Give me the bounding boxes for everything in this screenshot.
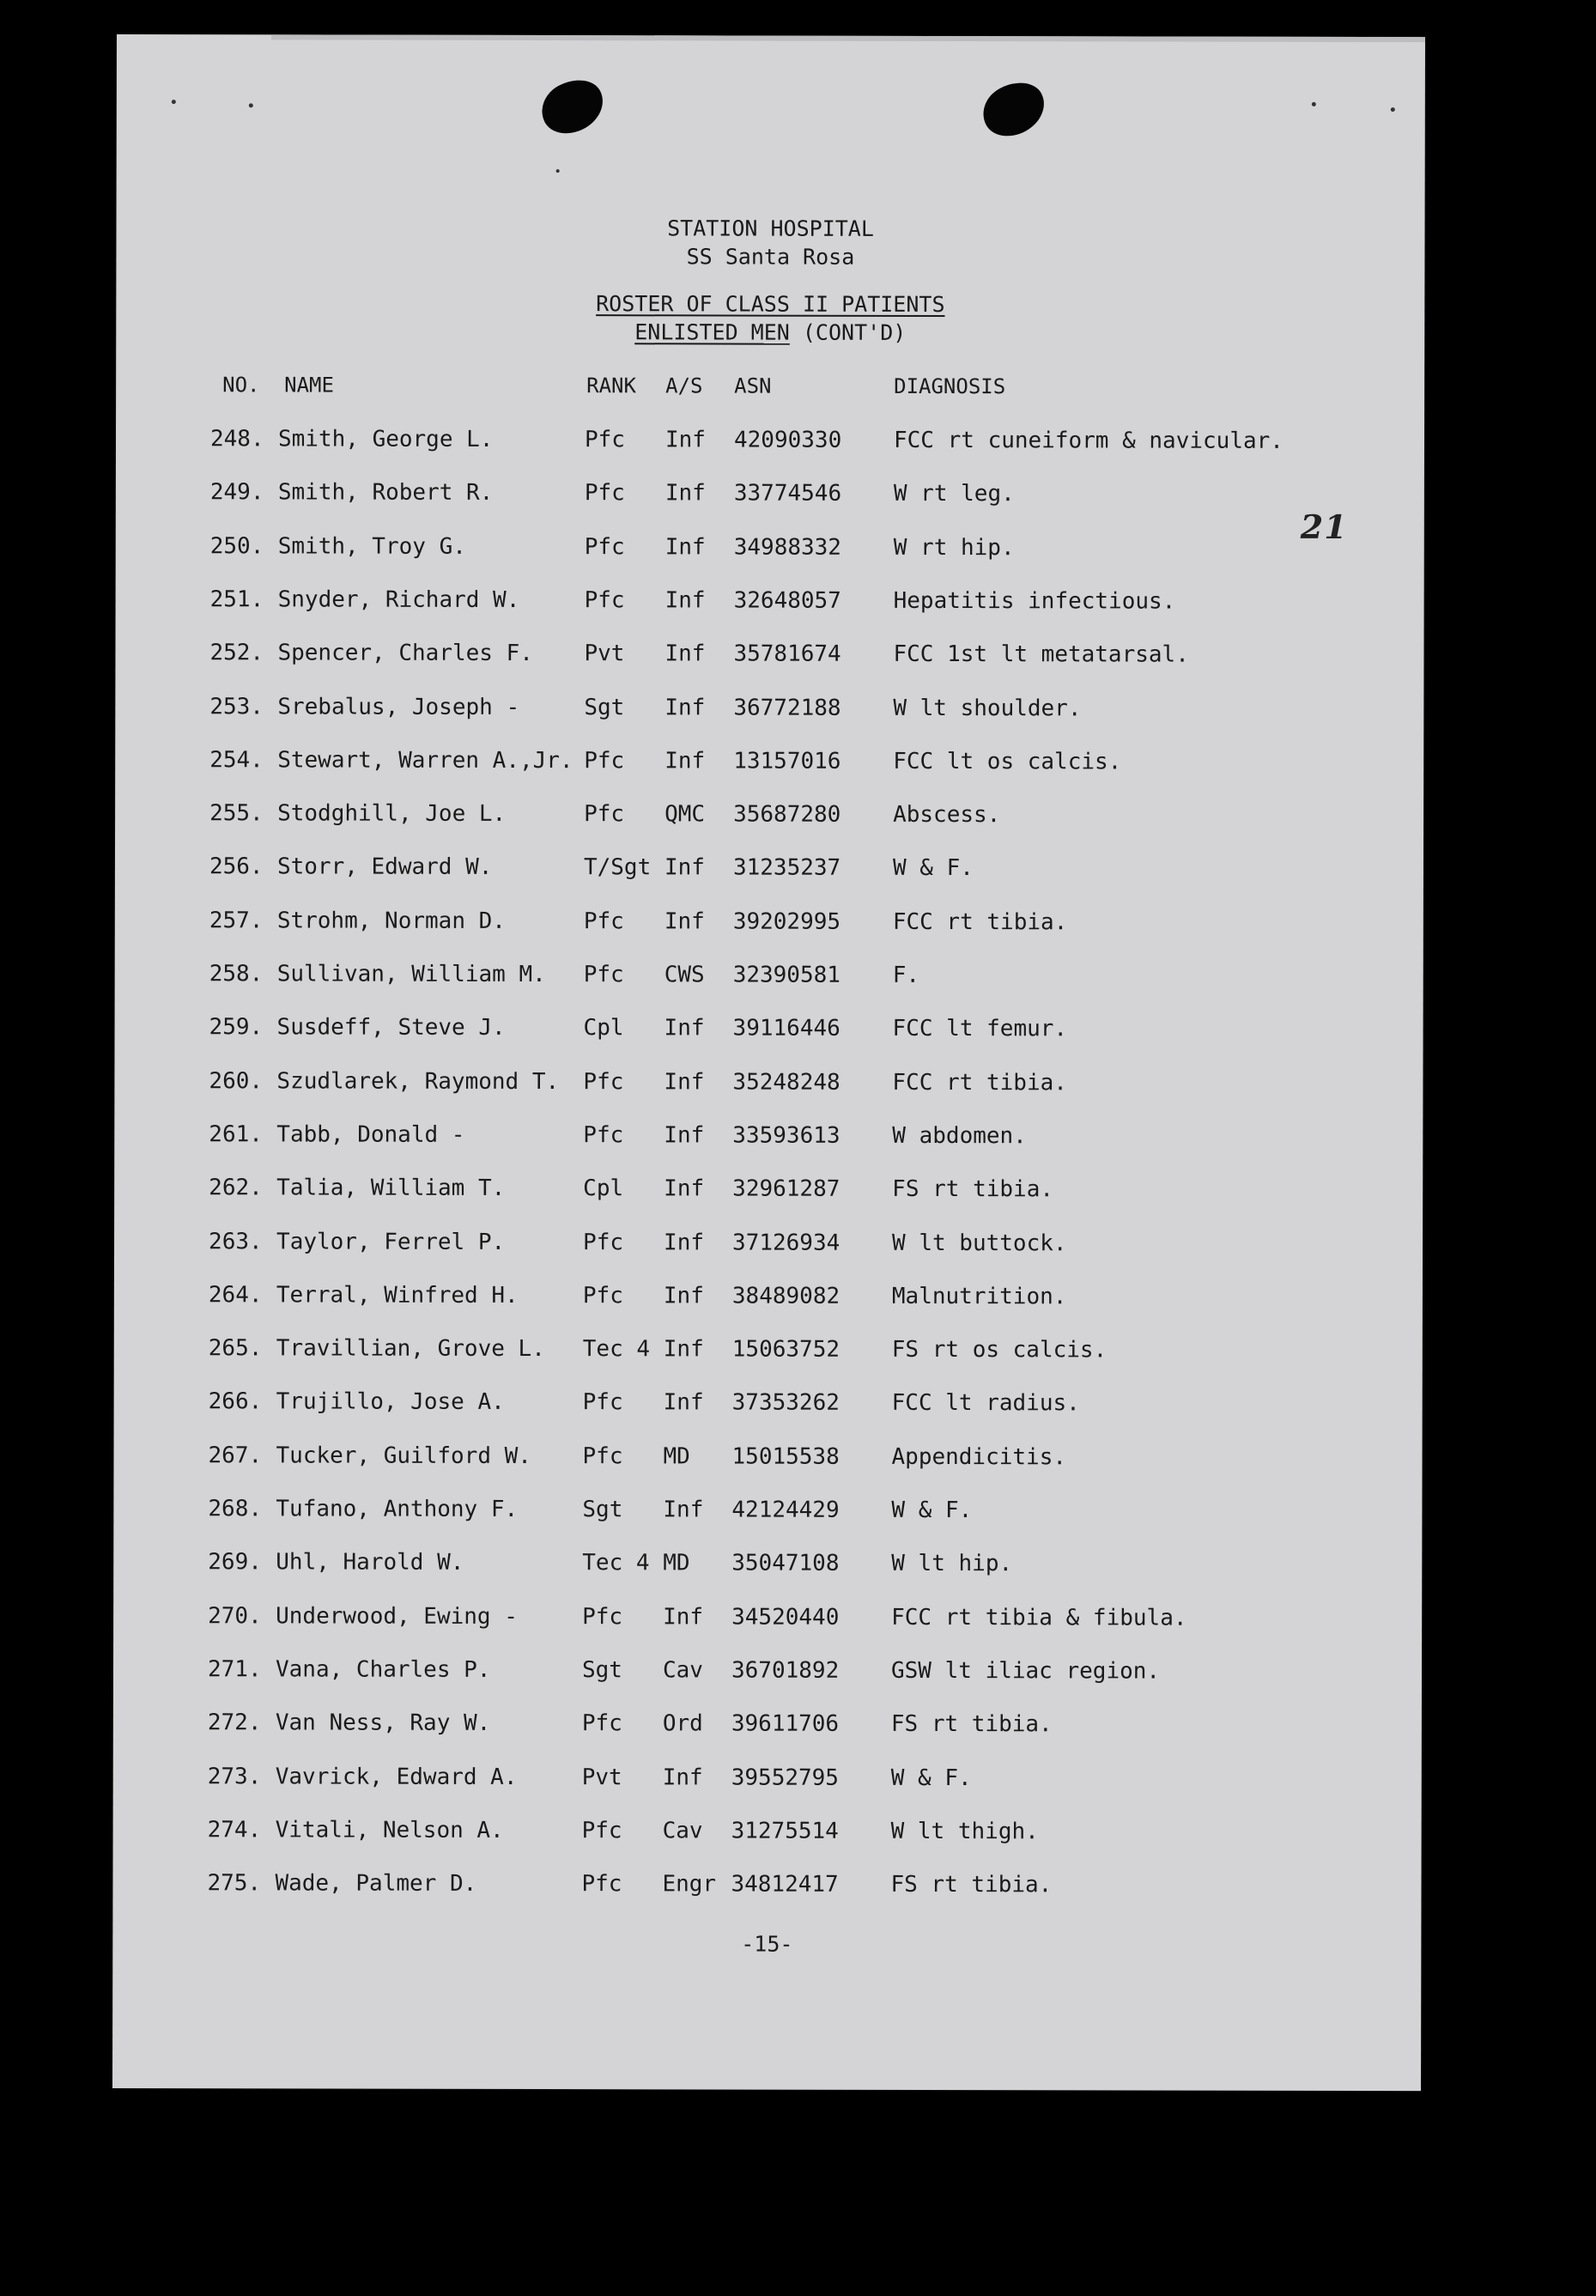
patient-serial-number: 34520440 — [731, 1604, 840, 1631]
patient-arm-service: Inf — [662, 1764, 703, 1790]
row-number: 256. — [209, 853, 264, 880]
table-row — [115, 747, 1423, 784]
ship-name: SS Santa Rosa — [686, 244, 855, 270]
patient-arm-service: Ord — [662, 1710, 703, 1737]
patient-arm-service: Inf — [663, 1497, 704, 1523]
page-number: -15- — [741, 1931, 793, 1957]
patient-rank: Pvt — [584, 641, 625, 667]
row-number: 254. — [209, 747, 264, 774]
patient-arm-service: Inf — [664, 641, 706, 667]
table-row — [113, 1710, 1422, 1746]
column-header-no: NO. — [222, 373, 260, 398]
table-row — [115, 640, 1423, 677]
column-header-asn: ASN — [734, 374, 772, 398]
patient-diagnosis: W rt hip. — [893, 534, 1015, 561]
patient-serial-number: 31275514 — [731, 1818, 839, 1844]
patient-rank: Pfc — [584, 747, 625, 774]
table-row — [116, 479, 1424, 516]
row-number: 251. — [209, 586, 264, 613]
row-number: 269. — [208, 1549, 262, 1576]
patient-rank: Tec 4 — [582, 1336, 651, 1363]
patient-rank: Pfc — [581, 1710, 622, 1737]
row-number: 274. — [207, 1817, 262, 1843]
patient-serial-number: 39552795 — [731, 1765, 840, 1791]
row-number: 248. — [209, 426, 264, 453]
patient-name: Uhl, Harold W. — [276, 1549, 464, 1576]
table-row — [115, 961, 1423, 998]
hospital-header — [116, 213, 1424, 272]
patient-diagnosis: FS rt tibia. — [892, 1176, 1054, 1203]
row-number: 272. — [207, 1710, 262, 1736]
patient-diagnosis: Abscess. — [893, 801, 1001, 829]
patient-rank: Pfc — [583, 1229, 624, 1255]
patient-rank: T/Sgt — [583, 854, 652, 881]
patient-serial-number: 35248248 — [732, 1069, 840, 1096]
row-number: 249. — [209, 479, 264, 506]
patient-name: Tabb, Donald - — [276, 1121, 465, 1148]
patient-rank: Pfc — [583, 1068, 624, 1095]
patient-serial-number: 15015538 — [731, 1443, 840, 1470]
patient-rank: Pfc — [584, 480, 625, 507]
column-header-as: A/S — [665, 374, 703, 398]
patient-diagnosis: FS rt tibia. — [890, 1871, 1053, 1898]
patient-rank: Tec 4 — [582, 1550, 650, 1576]
table-row — [114, 1121, 1423, 1158]
patient-rank: Sgt — [584, 694, 625, 720]
patient-serial-number: 35047108 — [731, 1550, 840, 1577]
patient-name: Talia, William T. — [276, 1175, 506, 1202]
patient-diagnosis: W & F. — [890, 1765, 972, 1791]
patient-diagnosis: F. — [892, 962, 920, 988]
row-number: 250. — [209, 532, 264, 559]
row-number: 258. — [209, 961, 264, 987]
patient-rank: Pfc — [584, 801, 625, 828]
table-row — [115, 908, 1423, 945]
patient-rank: Cpl — [583, 1175, 624, 1202]
patient-diagnosis: Appendicitis. — [891, 1443, 1067, 1471]
patient-diagnosis: FS rt tibia. — [890, 1711, 1053, 1738]
patient-diagnosis: FCC lt femur. — [892, 1016, 1068, 1042]
patient-rank: Pfc — [583, 1122, 624, 1149]
patient-serial-number: 32390581 — [732, 962, 840, 988]
table-row — [114, 1388, 1423, 1425]
patient-name: Van Ness, Ray W. — [275, 1710, 491, 1737]
patient-name: Tufano, Anthony F. — [276, 1496, 519, 1522]
patient-name: Smith, Robert R. — [277, 479, 494, 507]
patient-name: Sullivan, William M. — [276, 961, 546, 988]
patient-name: Szudlarek, Raymond T. — [276, 1067, 560, 1095]
table-row — [114, 1282, 1423, 1319]
patient-diagnosis: FCC lt os calcis. — [893, 748, 1122, 775]
roster-subheading: ENLISTED MEN — [634, 319, 790, 345]
patient-arm-service: Inf — [664, 1015, 705, 1042]
patient-serial-number: 36701892 — [731, 1657, 840, 1684]
patient-serial-number: 42090330 — [733, 427, 842, 453]
patient-serial-number: 33593613 — [732, 1122, 840, 1149]
patient-name: Travillian, Grove L. — [276, 1335, 545, 1363]
patient-name: Strohm, Norman D. — [276, 908, 506, 934]
patient-serial-number: 31235237 — [732, 854, 841, 882]
patient-diagnosis: FCC rt tibia. — [892, 1069, 1067, 1096]
patient-rank: Pfc — [583, 908, 624, 934]
patient-diagnosis: W lt buttock. — [892, 1230, 1067, 1256]
patient-serial-number: 15063752 — [731, 1336, 840, 1363]
patient-name: Vana, Charles P. — [275, 1656, 491, 1683]
patient-serial-number: 34988332 — [733, 534, 842, 561]
row-number: 257. — [209, 907, 264, 934]
patient-name: Smith, Troy G. — [277, 532, 466, 560]
patient-arm-service: MD — [663, 1550, 690, 1576]
speck — [249, 103, 253, 107]
patient-name: Srebalus, Joseph - — [277, 693, 520, 720]
patient-serial-number: 34812417 — [731, 1871, 839, 1898]
table-row — [116, 586, 1424, 623]
patient-diagnosis: W abdomen. — [892, 1122, 1027, 1150]
patient-rank: Pfc — [581, 1871, 622, 1898]
speck — [1391, 107, 1395, 112]
patient-arm-service: Engr — [662, 1871, 717, 1898]
table-row — [116, 533, 1424, 570]
patient-serial-number: 32961287 — [732, 1175, 840, 1202]
patient-name: Storr, Edward W. — [276, 853, 493, 881]
patient-arm-service: Inf — [663, 1603, 704, 1631]
patient-arm-service: Inf — [664, 908, 705, 935]
patient-arm-service: Inf — [664, 533, 706, 561]
patient-arm-service: Inf — [664, 694, 706, 720]
patient-name: Trujillo, Jose A. — [276, 1388, 505, 1416]
patient-diagnosis: Malnutrition. — [891, 1283, 1067, 1310]
roster-heading: ROSTER OF CLASS II PATIENTS — [596, 291, 945, 318]
punch-hole — [533, 70, 613, 143]
patient-name: Vitali, Nelson A. — [275, 1817, 504, 1843]
row-number: 275. — [207, 1870, 262, 1897]
patient-diagnosis: FCC rt cuneiform & navicular. — [893, 427, 1283, 454]
table-row — [113, 1496, 1422, 1533]
patient-name: Spencer, Charles F. — [277, 640, 533, 667]
patient-name: Susdeff, Steve J. — [276, 1014, 506, 1042]
patient-arm-service: Inf — [663, 1389, 704, 1416]
patient-serial-number: 39202995 — [732, 908, 841, 935]
patient-name: Terral, Winfred H. — [276, 1282, 519, 1309]
patient-serial-number: 33774546 — [733, 480, 842, 507]
patient-name: Wade, Palmer D. — [275, 1870, 477, 1897]
patient-name: Vavrick, Edward A. — [275, 1763, 518, 1790]
patient-diagnosis: Hepatitis infectious. — [893, 587, 1176, 615]
patient-rank: Pfc — [584, 427, 626, 453]
table-row — [113, 1656, 1422, 1693]
patient-rank: Sgt — [581, 1657, 623, 1684]
speck — [556, 169, 560, 173]
patient-name: Stodghill, Joe L. — [277, 800, 507, 828]
patient-arm-service: Inf — [664, 1229, 705, 1255]
row-number: 262. — [209, 1175, 263, 1201]
patient-diagnosis: W lt thigh. — [890, 1818, 1039, 1845]
patient-arm-service: Inf — [663, 1283, 704, 1309]
roster-subheading-suffix: (CONT'D) — [789, 319, 907, 345]
patient-arm-service: Inf — [664, 1175, 705, 1202]
patient-diagnosis: FCC 1st lt metatarsal. — [893, 641, 1189, 668]
patient-arm-service: Inf — [664, 587, 706, 614]
patient-arm-service: Inf — [664, 1122, 705, 1149]
patient-serial-number: 36772188 — [733, 695, 841, 721]
row-number: 268. — [208, 1496, 263, 1522]
patient-serial-number: 32648057 — [733, 587, 841, 614]
row-number: 259. — [209, 1014, 264, 1041]
row-number: 270. — [208, 1602, 262, 1629]
patient-arm-service: Inf — [664, 854, 705, 881]
patient-diagnosis: FCC rt tibia. — [892, 908, 1068, 936]
patient-arm-service: Cav — [662, 1657, 704, 1684]
speck — [1312, 102, 1316, 106]
patient-arm-service: Inf — [663, 1336, 704, 1363]
patient-serial-number: 13157016 — [733, 748, 841, 774]
patient-serial-number: 42124429 — [731, 1497, 840, 1523]
table-row — [115, 1014, 1423, 1051]
patient-diagnosis: FS rt os calcis. — [891, 1336, 1107, 1364]
table-row — [113, 1443, 1422, 1479]
patient-serial-number: 37353262 — [731, 1389, 840, 1417]
table-row — [114, 1175, 1423, 1212]
patient-diagnosis: W rt leg. — [893, 481, 1015, 507]
column-header-diagnosis: DIAGNOSIS — [894, 374, 1006, 399]
patient-diagnosis: FCC rt tibia & fibula. — [891, 1604, 1187, 1631]
patient-rank: Pfc — [582, 1389, 623, 1416]
patient-arm-service: CWS — [664, 962, 705, 988]
patient-diagnosis: GSW lt iliac region. — [890, 1657, 1161, 1685]
patient-rank: Pvt — [581, 1764, 622, 1790]
patient-arm-service: MD — [663, 1443, 690, 1470]
paper-edge — [271, 34, 1425, 42]
document-page — [112, 34, 1425, 2091]
row-number: 266. — [208, 1388, 263, 1415]
row-number: 271. — [207, 1656, 262, 1683]
patient-diagnosis: W & F. — [892, 855, 974, 882]
row-number: 260. — [209, 1067, 264, 1094]
table-row — [113, 1549, 1422, 1586]
patient-rank: Sgt — [582, 1497, 623, 1523]
patient-diagnosis: W lt hip. — [891, 1551, 1013, 1577]
patient-serial-number: 39116446 — [732, 1015, 840, 1042]
table-row — [113, 1763, 1422, 1800]
patient-rank: Pfc — [582, 1282, 623, 1309]
table-row — [114, 1335, 1423, 1372]
hospital-name: STATION HOSPITAL — [667, 216, 874, 241]
row-number: 255. — [209, 800, 264, 827]
punch-hole — [974, 72, 1054, 146]
table-row — [113, 1603, 1422, 1640]
table-row — [113, 1817, 1422, 1854]
page-marker: 21 — [1300, 507, 1348, 547]
row-number: 265. — [208, 1335, 263, 1362]
patient-name: Snyder, Richard W. — [277, 586, 520, 613]
table-row — [114, 1228, 1423, 1265]
table-row — [115, 853, 1423, 890]
row-number: 267. — [208, 1442, 263, 1469]
row-number: 261. — [209, 1121, 263, 1148]
patient-arm-service: Inf — [664, 748, 706, 774]
table-row — [112, 1870, 1421, 1907]
patient-diagnosis: FCC lt radius. — [891, 1390, 1080, 1417]
table-row — [114, 1068, 1423, 1105]
patient-serial-number: 38489082 — [731, 1283, 840, 1309]
column-header-rank: RANK — [586, 374, 636, 398]
speck — [172, 100, 176, 104]
patient-rank: Cpl — [583, 1015, 624, 1042]
column-header-name: NAME — [284, 373, 334, 398]
patient-name: Tucker, Guilford W. — [276, 1443, 531, 1469]
table-row — [116, 426, 1424, 463]
row-number: 263. — [209, 1228, 263, 1254]
patient-name: Taylor, Ferrel P. — [276, 1228, 506, 1255]
row-number: 253. — [209, 693, 264, 720]
roster-title — [116, 289, 1424, 348]
table-row — [115, 693, 1423, 730]
patient-rank: Pfc — [582, 1443, 623, 1469]
patient-name: Stewart, Warren A.,Jr. — [277, 747, 573, 774]
patient-serial-number: 37126934 — [732, 1230, 840, 1256]
row-number: 273. — [207, 1763, 262, 1789]
table-row — [115, 800, 1423, 837]
patient-rank: Pfc — [583, 962, 624, 988]
patient-arm-service: QMC — [664, 801, 706, 828]
patient-serial-number: 35781674 — [733, 641, 841, 667]
patient-arm-service: Inf — [664, 427, 707, 453]
row-number: 252. — [209, 640, 264, 666]
patient-serial-number: 39611706 — [731, 1710, 840, 1737]
patient-arm-service: Inf — [664, 1068, 705, 1096]
patient-rank: Pfc — [581, 1817, 622, 1844]
patient-name: Underwood, Ewing - — [276, 1602, 518, 1630]
patient-serial-number: 35687280 — [733, 801, 841, 828]
patient-arm-service: Cav — [662, 1818, 703, 1844]
row-number: 264. — [208, 1282, 263, 1309]
patient-diagnosis: W & F. — [891, 1497, 973, 1524]
patient-rank: Pfc — [582, 1603, 623, 1630]
patient-name: Smith, George L. — [277, 426, 494, 453]
patient-rank: Pfc — [584, 587, 625, 614]
patient-diagnosis: W lt shoulder. — [893, 695, 1082, 721]
patient-arm-service: Inf — [664, 480, 706, 507]
patient-rank: Pfc — [584, 533, 625, 560]
